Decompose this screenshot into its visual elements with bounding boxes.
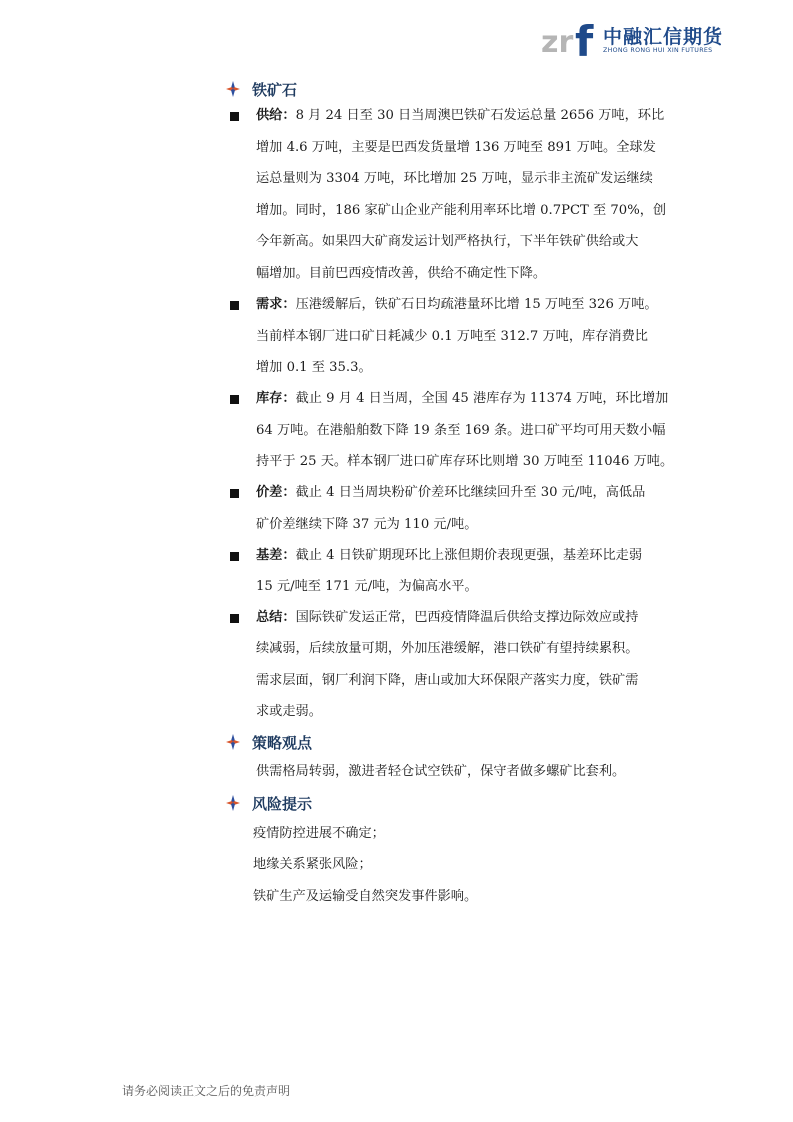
- text-line: 价差：截止 4 日当周块粉矿价差环比继续回升至 30 元/吨，高低品: [256, 485, 646, 500]
- section-title: 风险提示: [252, 794, 313, 813]
- company-logo: [541, 14, 771, 62]
- text-line: 矿价差继续下降 37 元为 110 元/吨。: [256, 517, 478, 532]
- compass-star-icon: [226, 734, 240, 750]
- text-line: 总结：国际铁矿发运正常，巴西疫情降温后供给支撑边际效应或持: [256, 610, 639, 625]
- section-heading-risk: [226, 791, 312, 815]
- text-line: 今年新高。如果四大矿商发运计划严格执行，下半年铁矿供给或大: [256, 234, 639, 249]
- bullet-square: [230, 395, 239, 404]
- strategy-text: 供需格局转弱，激进者轻仓试空铁矿，保守者做多螺矿比套利。: [256, 764, 626, 779]
- footer-disclaimer: 请务必阅读正文之后的免责声明: [122, 1084, 291, 1098]
- text-line: 需求层面，钢厂利润下降，唐山或加大环保限产落实力度，铁矿需: [256, 673, 639, 688]
- bullet-square: [230, 489, 239, 498]
- text-line: 库存：截止 9 月 4 日当周，全国 45 港库存为 11374 万吨，环比增加: [256, 391, 669, 406]
- compass-star-icon: [226, 795, 240, 811]
- bullet-label: 价差：: [256, 485, 296, 500]
- bullet-label: 库存：: [256, 391, 296, 406]
- section-title: 策略观点: [252, 733, 313, 752]
- text-line: 基差：截止 4 日铁矿期现环比上涨但期价表现更强，基差环比走弱: [256, 548, 643, 563]
- bullet-label: 总结：: [256, 610, 296, 625]
- text-line: 15 元/吨至 171 元/吨，为偏高水平。: [256, 579, 478, 594]
- text-line: 64 万吨。在港船舶数下降 19 条至 169 条。进口矿平均可用天数小幅: [256, 423, 666, 438]
- text-line: 运总量则为 3304 万吨，环比增加 25 万吨，显示非主流矿发运继续: [256, 171, 653, 186]
- zrf-logo-icon: [541, 14, 601, 62]
- bullet-square: [230, 112, 239, 121]
- text-line: 增加 4.6 万吨，主要是巴西发货量增 136 万吨至 891 万吨。全球发: [256, 140, 656, 155]
- bullet-label: 需求：: [256, 297, 296, 312]
- svg-text:f: f: [575, 17, 594, 62]
- bullet-square: [230, 301, 239, 310]
- text-line: 增加 0.1 至 35.3。: [256, 360, 372, 375]
- compass-star-icon: [226, 81, 240, 97]
- risk-item: 疫情防控进展不确定；: [253, 826, 385, 841]
- section-heading-iron-ore: [226, 77, 297, 101]
- text-line: 持平于 25 天。样本钢厂进口矿库存环比则增 30 万吨至 11046 万吨。: [256, 454, 674, 469]
- logo-chinese-name: 中融汇信期货: [603, 26, 724, 48]
- svg-text:zr: zr: [541, 25, 574, 60]
- logo-english-name: ZHONG RONG HUI XIN FUTURES: [603, 47, 713, 54]
- risk-item: 地缘关系紧张风险；: [253, 857, 372, 872]
- text-line: 供给：8 月 24 日至 30 日当周澳巴铁矿石发运总量 2656 万吨，环比: [256, 108, 665, 123]
- bullet-label: 基差：: [256, 548, 296, 563]
- text-line: 增加。同时，186 家矿山企业产能利用率环比增 0.7PCT 至 70%，创: [256, 203, 667, 218]
- text-line: 需求：压港缓解后，铁矿石日均疏港量环比增 15 万吨至 326 万吨。: [256, 297, 658, 312]
- text-line: 求或走弱。: [256, 704, 322, 719]
- risk-item: 铁矿生产及运输受自然突发事件影响。: [253, 889, 478, 904]
- text-line: 续减弱，后续放量可期，外加压港缓解，港口铁矿有望持续累积。: [256, 641, 639, 656]
- section-heading-strategy: [226, 730, 312, 754]
- text-line: 当前样本钢厂进口矿日耗减少 0.1 万吨至 312.7 万吨，库存消费比: [256, 329, 648, 344]
- bullet-square: [230, 614, 239, 623]
- bullet-label: 供给：: [256, 108, 296, 123]
- bullet-square: [230, 552, 239, 561]
- text-line: 幅增加。目前巴西疫情改善，供给不确定性下降。: [256, 266, 547, 281]
- section-title: 铁矿石: [252, 80, 298, 99]
